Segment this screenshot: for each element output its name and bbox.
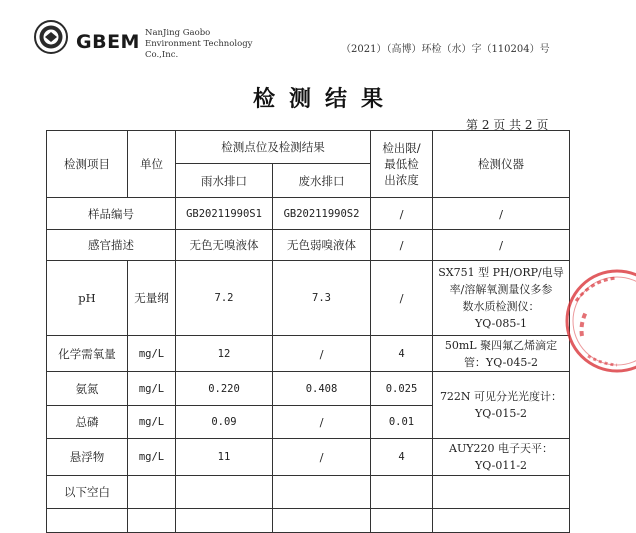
table-row-suspended-solids [47, 439, 570, 476]
cell-point1: 12 [176, 336, 273, 372]
cell-unit: 无量纲 [128, 261, 176, 336]
table-row-sensory [47, 230, 570, 261]
empty-cell [371, 476, 433, 509]
cell-instrument: / [433, 230, 570, 261]
cell-limit: 0.01 [371, 406, 433, 439]
cell-limit: 4 [371, 439, 433, 476]
header-point1: 雨水排口 [176, 164, 273, 198]
cell-instrument [433, 372, 570, 439]
cell-point2: 无色弱嗅液体 [273, 230, 371, 261]
page-indicator: 第 2 页 共 2 页 [466, 118, 549, 132]
cell-point1: 7.2 [176, 261, 273, 336]
cell-point2: 7.3 [273, 261, 371, 336]
instrument-line: 数水质检测仪： [462, 300, 540, 313]
header-limit-line: 出浓度 [384, 173, 419, 187]
cell-point2: GB20211990S2 [273, 198, 371, 230]
cell-limit: 0.025 [371, 372, 433, 406]
empty-cell [176, 476, 273, 509]
table-row-ph [47, 261, 570, 336]
header-point2: 废水排口 [273, 164, 371, 198]
empty-cell [273, 476, 371, 509]
document-title: 检测结果 [252, 86, 397, 112]
cell-unit: mg/L [128, 439, 176, 476]
table-row-blank-note [47, 476, 570, 509]
cell-point1: 11 [176, 439, 273, 476]
row-label: 样品编号 [47, 198, 176, 230]
instrument-line: 50mL 聚四氟乙烯滴定 [444, 338, 558, 352]
table-row-ammonia [47, 372, 570, 406]
table-header-row [47, 131, 570, 164]
cell-unit: mg/L [128, 336, 176, 372]
instrument-line: YQ-015-2 [474, 407, 528, 420]
cell-item: 化学需氧量 [47, 336, 128, 372]
cell-point1: 无色无嗅液体 [176, 230, 273, 261]
empty-cell [128, 476, 176, 509]
cell-instrument [433, 261, 570, 336]
header-instrument: 检测仪器 [433, 131, 570, 198]
cell-limit: 4 [371, 336, 433, 372]
company-line: Co.,Inc. [145, 50, 179, 60]
header-unit: 单位 [128, 131, 176, 198]
header-detection-limit [371, 131, 433, 198]
cell-instrument: / [433, 198, 570, 230]
company-name [145, 28, 252, 61]
cell-point2: / [273, 406, 371, 439]
red-seal-stamp [562, 266, 636, 376]
cell-point1: 0.09 [176, 406, 273, 439]
cell-point2: / [273, 336, 371, 372]
cell-unit: mg/L [128, 406, 176, 439]
company-line: NanJing Gaobo [145, 28, 211, 38]
empty-cell [433, 476, 570, 509]
report-number: （2021）（高博）环检（水）字（110204）号 [341, 44, 550, 55]
table-row-sample-id [47, 198, 570, 230]
instrument-line: SX751 型 PH/ORP/电导 [438, 266, 564, 279]
instrument-line: AUY220 电子天平： [449, 442, 553, 455]
cell-point2: 0.408 [273, 372, 371, 406]
cell-instrument [433, 439, 570, 476]
header-item: 检测项目 [47, 131, 128, 198]
cell-item: 氨氮 [47, 372, 128, 406]
instrument-line: YQ-085-1 [474, 317, 528, 330]
row-label: 感官描述 [47, 230, 176, 261]
blank-note: 以下空白 [47, 476, 128, 509]
company-logo-icon [34, 20, 68, 54]
cell-point1: 0.220 [176, 372, 273, 406]
table-row-cod [47, 336, 570, 372]
company-line: Environment Technology [145, 39, 253, 49]
cell-point2: / [273, 439, 371, 476]
header-limit-line: 最低检 [384, 157, 419, 171]
cell-item: pH [47, 261, 128, 336]
cell-item: 总磷 [47, 406, 128, 439]
cell-item: 悬浮物 [47, 439, 128, 476]
instrument-line: YQ-011-2 [474, 459, 528, 472]
header-limit-line: 检出限/ [382, 141, 421, 155]
results-table [46, 130, 570, 533]
cell-unit: mg/L [128, 372, 176, 406]
instrument-line: 管：YQ-045-2 [463, 355, 539, 369]
logo-text: GBEM [76, 31, 140, 53]
cell-limit: / [371, 230, 433, 261]
instrument-line: 722N 可见分光光度计： [439, 390, 563, 403]
cell-instrument [433, 336, 570, 372]
header-points-results: 检测点位及检测结果 [176, 131, 371, 164]
instrument-line: 率/溶解氧测量仪多参 [449, 283, 553, 296]
cell-limit: / [371, 261, 433, 336]
cell-point1: GB20211990S1 [176, 198, 273, 230]
cell-limit: / [371, 198, 433, 230]
